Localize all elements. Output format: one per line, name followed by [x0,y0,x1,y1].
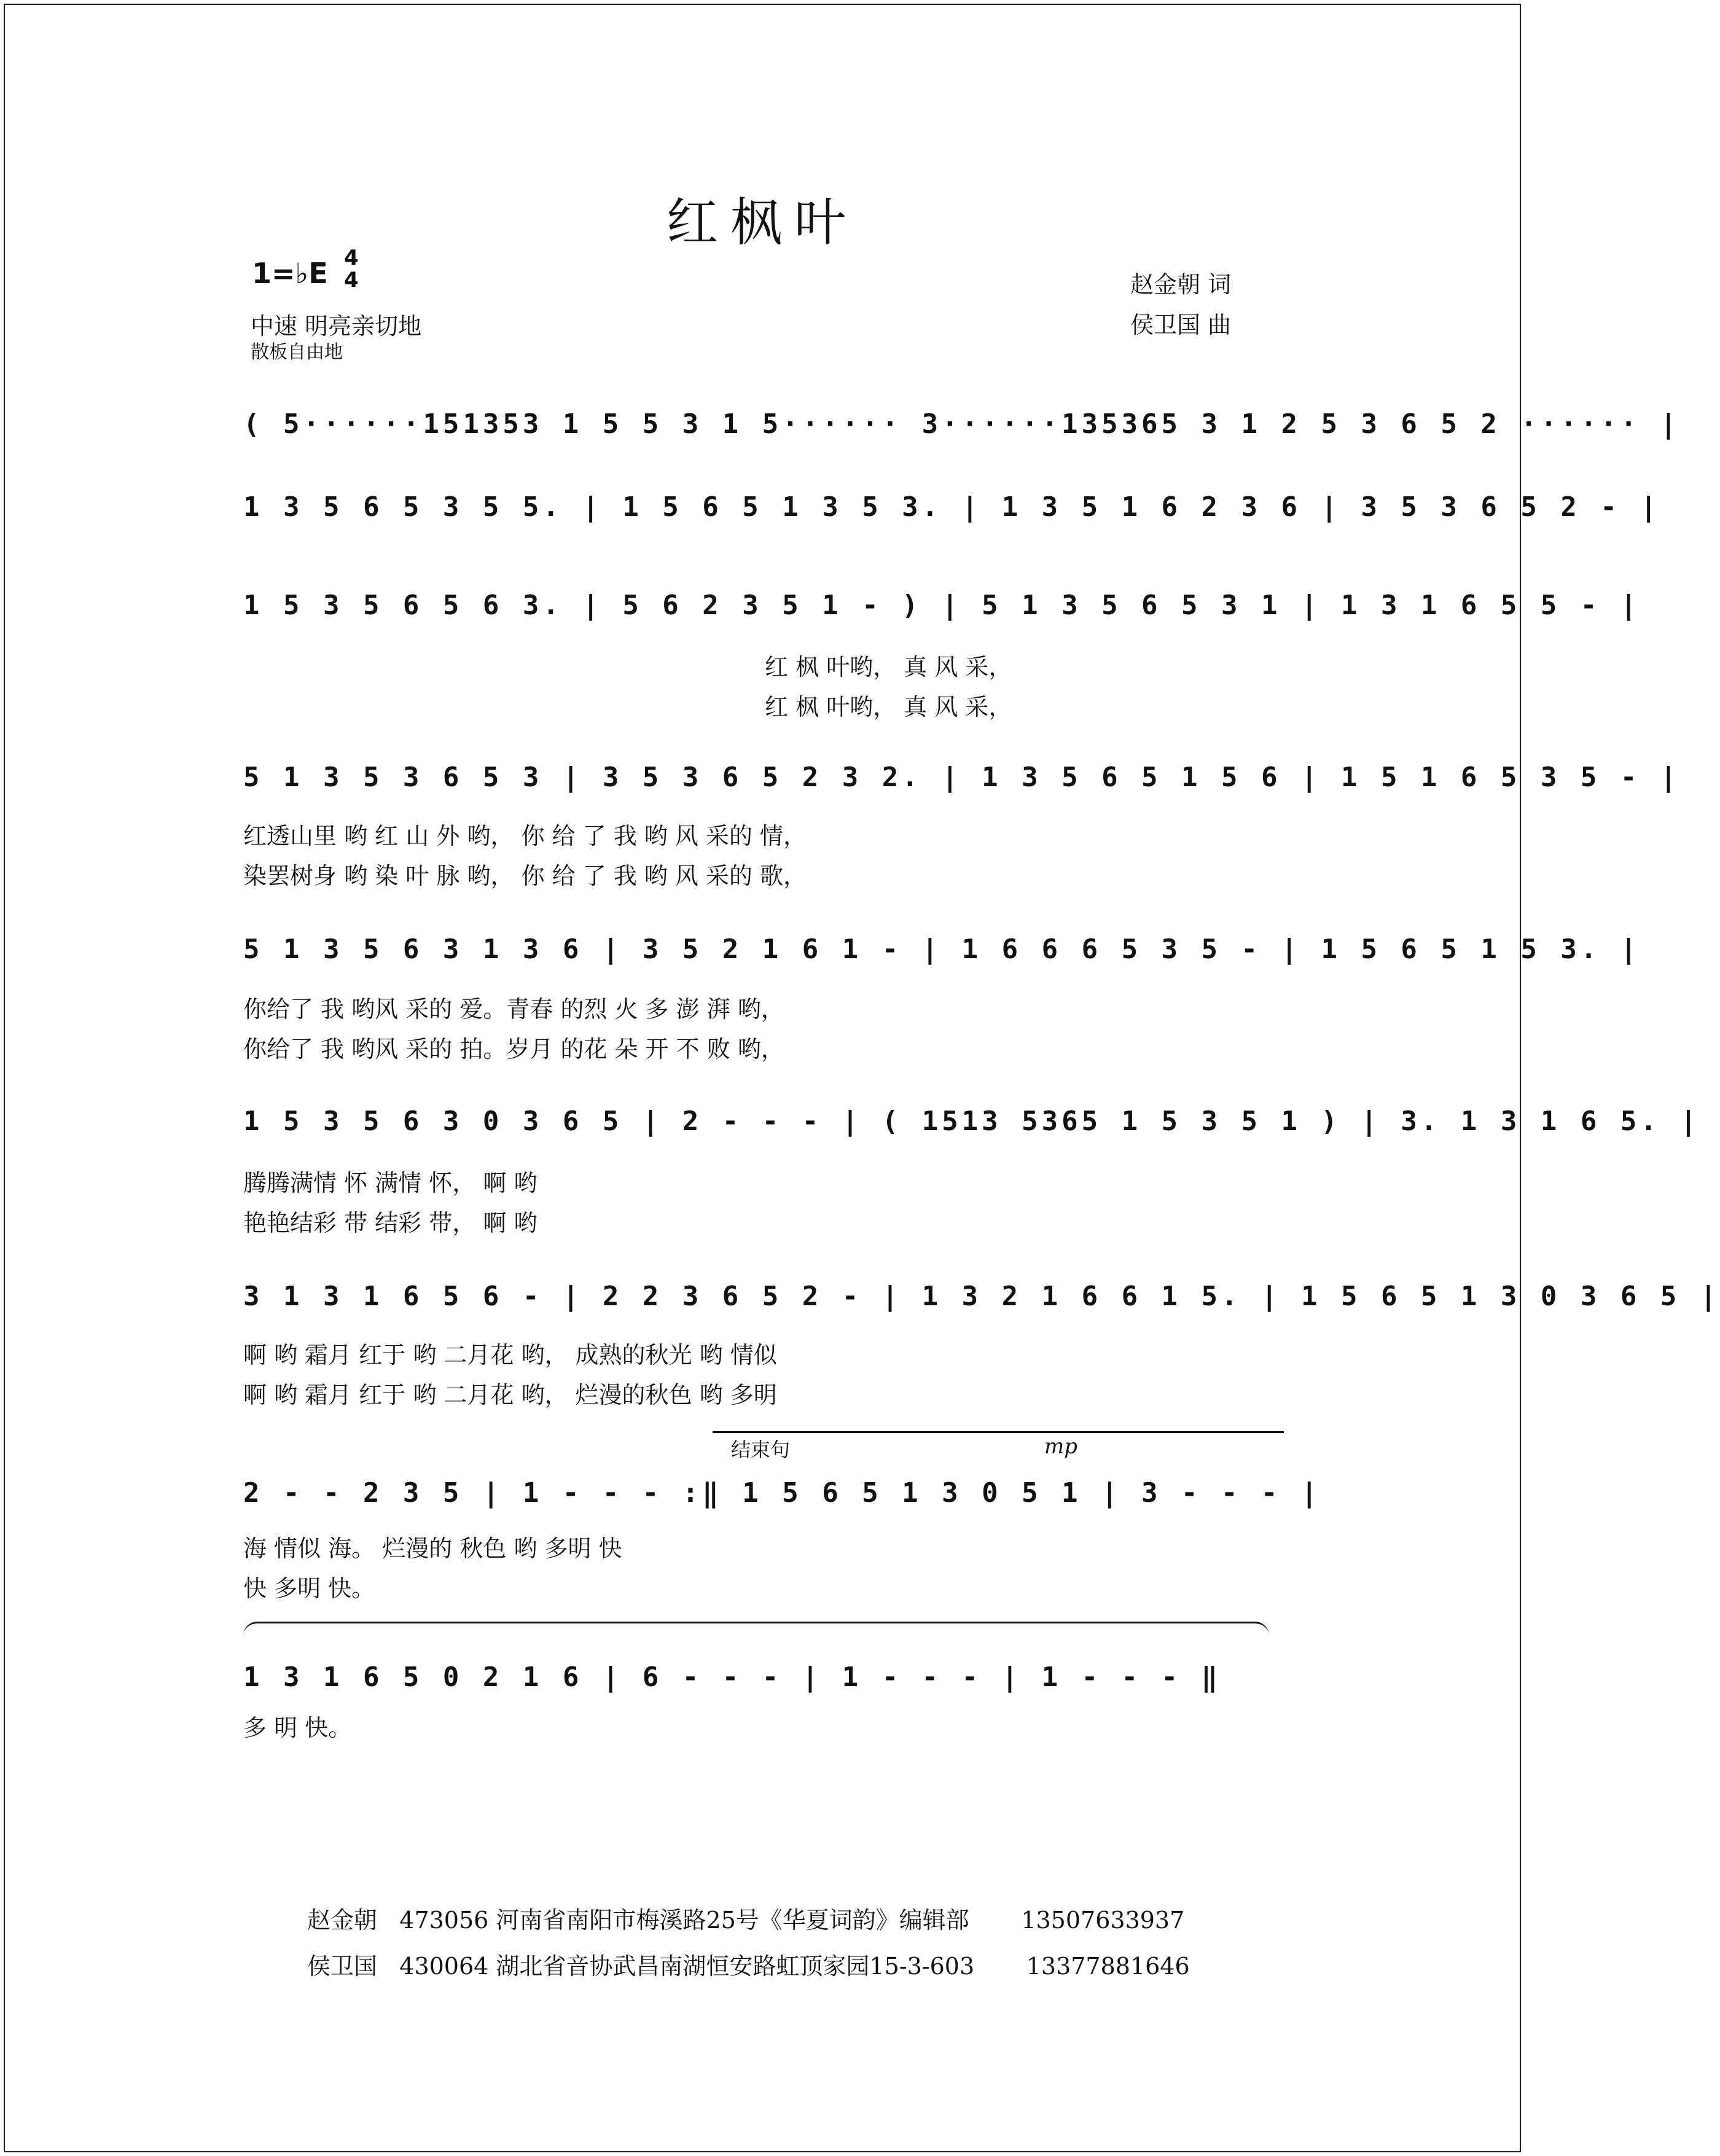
meter-bottom: 4 [344,268,359,292]
footer-name: 侯卫国 [307,1953,378,1980]
staff-line-1: ( 5······151353 1 5 5 3 1 5······ 3······135365 3 1 2 5 3 6 5 2 ······ | [243,408,1681,440]
meter-top: 4 [344,246,359,270]
lyric-6a: 海 情似 海。 烂漫的 秋色 哟 多明 快 [243,1535,622,1562]
phrase-slur [243,1622,1269,1636]
footer-name: 赵金朝 [307,1907,378,1934]
lyric-1a: 红 枫 叶哟， 真 风 采， [765,654,1012,681]
footer-phone: 13507633937 [1021,1907,1185,1934]
page-border [4,4,1521,2152]
staff-line-5: 5 1 3 5 6 3 1 3 6 | 3 5 2 1 6 1 - | 1 6 6 6 5 3 5 - | 1 5 6 5 1 5 3. | [243,934,1641,965]
lyric-1b: 红 枫 叶哟， 真 风 采， [765,693,1012,721]
staff-line-4: 5 1 3 5 3 6 5 3 | 3 5 3 6 5 2 3 2. | 1 3 5 6 5 1 5 6 | 1 5 1 6 5 3 5 - | [243,762,1681,793]
lyric-2b: 染罢树身 哟 染 叶 脉 哟， 你 给 了 我 哟 风 采的 歌， [243,862,807,889]
staff-line-6: 1 5 3 5 6 3 0 3 6 5 | 2 - - - | ( 1513 5365 1 5 3 5 1 ) | 3. 1 3 1 6 5. | [243,1106,1700,1137]
lyric-4a: 腾腾满情 怀 满情 怀， 啊 哟 [243,1170,538,1197]
time-signature [344,247,359,291]
lyric-4b: 艳艳结彩 带 结彩 带， 啊 哟 [243,1209,538,1236]
staff-line-7: 3 1 3 1 6 5 6 - | 2 2 3 6 5 2 - | 1 3 2 1 6 6 1 5. | 1 5 6 5 1 3 0 3 6 5 | [243,1281,1720,1312]
composer-credit: 侯卫国 曲 [1130,311,1232,338]
lyric-2a: 红透山里 哟 红 山 外 哟， 你 给 了 我 哟 风 采的 情， [243,822,807,850]
key-signature: 1=♭E [252,257,328,290]
intro-tempo-note: 散板自由地 [251,342,343,363]
footer-phone: 13377881646 [1026,1953,1190,1980]
staff-line-8: 2 - - 2 3 5 | 1 - - - :‖ 1 5 6 5 1 3 0 5 1 | 3 - - - | [243,1477,1321,1509]
tempo-marking: 中速 明亮亲切地 [251,313,422,340]
footer-address: 473056 河南省南阳市梅溪路25号《华夏词韵》编辑部 [399,1907,969,1934]
lyric-3a: 你给了 我 哟风 采的 爱。青春 的烈 火 多 澎 湃 哟， [243,996,784,1023]
ending-label: 结束句 [731,1438,791,1461]
footer-row-2 [307,1947,1190,1981]
lyric-5a: 啊 哟 霜月 红于 哟 二月花 哟， 成熟的秋光 哟 情似 [243,1342,777,1369]
staff-line-9: 1 3 1 6 5 0 2 1 6 | 6 - - - | 1 - - - | 1 - - - ‖ [243,1662,1222,1693]
lyric-5b: 啊 哟 霜月 红于 哟 二月花 哟， 烂漫的秋色 哟 多明 [243,1381,777,1408]
lyric-7: 多 明 快。 [243,1714,352,1741]
lyric-3b: 你给了 我 哟风 采的 拍。岁月 的花 朵 开 不 败 哟， [243,1036,784,1063]
footer-address: 430064 湖北省音协武昌南湖恒安路虹顶家园15-3-603 [399,1953,975,1980]
footer-row-1 [307,1901,1184,1935]
lyricist-credit: 赵金朝 词 [1130,271,1232,298]
ending-bracket [713,1431,1284,1433]
dynamic-marking: mp [1044,1434,1078,1459]
lyric-6b: 快 多明 快。 [243,1575,375,1602]
song-title: 红枫叶 [666,192,858,252]
staff-line-2: 1 3 5 6 5 3 5 5. | 1 5 6 5 1 3 5 3. | 1 3 5 1 6 2 3 6 | 3 5 3 6 5 2 - | [243,491,1660,523]
staff-line-3: 1 5 3 5 6 5 6 3. | 5 6 2 3 5 1 - ) | 5 1 3 5 6 5 3 1 | 1 3 1 6 5 5 - | [243,590,1641,621]
